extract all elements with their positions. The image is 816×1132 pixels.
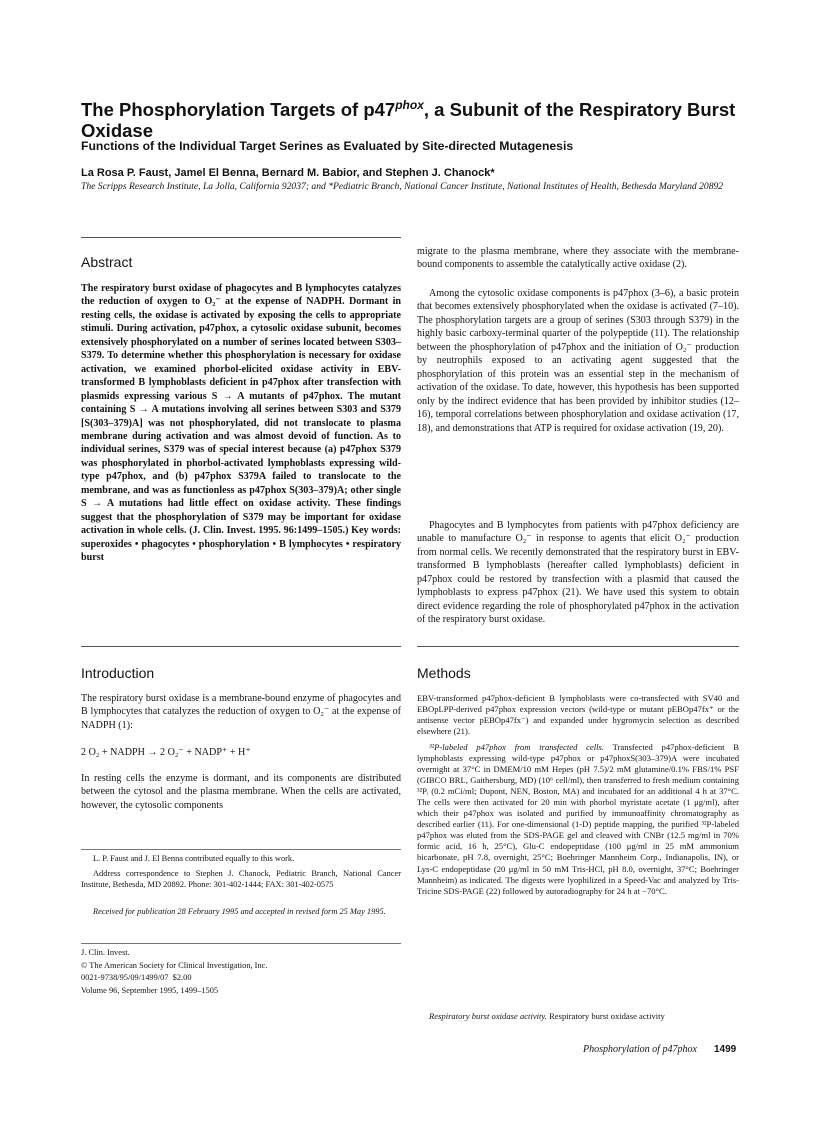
right-paragraph-1: migrate to the plasma membrane, where they associate with the membrane-bound components to assemble the catalytically active oxidase (2).: [417, 246, 739, 271]
methods-subheading-labeling: ³²P-labeled p47phox from transfected cells.: [429, 742, 605, 752]
footnote-rule: [81, 849, 401, 850]
copyright-line: © The American Society for Clinical Investigation, Inc.: [81, 961, 268, 970]
methods-subheading-oxidase: Respiratory burst oxidase activity.: [429, 1011, 547, 1021]
methods-heading: Methods: [417, 665, 471, 681]
journal-info-rule: [81, 943, 401, 944]
article-title: The Phosphorylation Targets of $p47^{phox}$, a Subunit of the Respiratory Burst Oxidase: [81, 98, 736, 142]
methods-rule: [417, 646, 739, 647]
article-code: 0021-9738/95/09/1499/07 $2.00: [81, 973, 192, 982]
page-number: 1499: [714, 1044, 737, 1055]
introduction-rule: [81, 646, 401, 647]
methods-paragraph-3: Respiratory burst oxidase activity. Respiratory burst oxidase activity: [429, 1011, 665, 1021]
introduction-paragraph-1: The respiratory burst oxidase is a membrane-bound enzyme of phagocytes and B lymphocytes that catalyzes the reduction of oxygen to O₂⁻ at the expense of NADPH (1):: [81, 693, 401, 731]
abstract-rule: [81, 237, 401, 238]
right-paragraph-3: Phagocytes and B lymphocytes from patients with p47phox deficiency are unable to manufacture O₂⁻ in response to agents that elicit O₂⁻ production from normal cells. We recently demonstrated that the respiratory burst in EBV-transformed B lymphoblasts (hereafter called lymphoblasts) deficient in p47phox could be restored by transfection with a plasmid that caused the lymphoblasts to express p47phox (21). We have used this system to obtain direct evidence regarding the role of phosphorylated p47phox in the activation of the respiratory burst oxidase.: [417, 520, 739, 626]
reaction-equation: 2 O₂ + NADPH → 2 O₂⁻ + NADP⁺ + H⁺: [81, 747, 251, 758]
article-subtitle: Functions of the Individual Target Serines as Evaluated by Site-directed Mutagenesis: [81, 139, 574, 153]
footnote-equal-contribution: L. P. Faust and J. El Benna contributed equally to this work.: [93, 854, 295, 863]
introduction-paragraph-2: In resting cells the enzyme is dormant, and its components are distributed between the cytosol and the plasma membrane. When the cells are activated, however, the cytosolic components: [81, 773, 401, 811]
introduction-heading: Introduction: [81, 665, 155, 681]
methods-paragraph-1: EBV-transformed p47phox-deficient B lymphoblasts were co-transfected with SV40 and EBOpLPP-derived p47phox expression vectors (wild-type or mutant pEBOp47fx⁺ or the antisense vector pEBOp47fx⁻) and expanded under hygromycin selection as described elsewhere (21).: [417, 693, 739, 737]
footnote-received: Received for publication 28 February 1995 and accepted in revised form 25 May 1995.: [93, 907, 386, 916]
volume-line: Volume 96, September 1995, 1499–1505: [81, 986, 219, 995]
running-title: Phosphorylation of p47phox: [583, 1044, 697, 1055]
author-list: La Rosa P. Faust, Jamel El Benna, Bernard M. Babior, and Stephen J. Chanock*: [81, 167, 495, 179]
journal-name: J. Clin. Invest.: [81, 948, 130, 957]
right-paragraph-2: Among the cytosolic oxidase components is p47phox (3–6), a basic protein that becomes extensively phosphorylated when the oxidase is activated (7–10). The phosphorylation targets are a group of serines (S303 through S379) in the highly basic carboxy-terminal quarter of the polypeptide (11). The relationship between the phosphorylation of p47phox and the initiation of O₂⁻ production by neutrophils exposed to an activating agent suggested that the phosphorylation of this protein was an essential step in the mechanism of activation of the oxidase. To date, however, this hypothesis has been supported only by the indirect evidence that has been provided by inhibitor studies (12–16), temporal correlations between phosphorylation and oxidase activation (17, 18), and demonstrations that ATP is required for oxidase activation (19, 20).: [417, 288, 739, 434]
footnote-correspondence: Address correspondence to Stephen J. Chanock, Pediatric Branch, National Cancer Institute, Bethesda, MD 20892. Phone: 301-402-1444; FAX: 301-402-0575: [81, 869, 401, 889]
abstract-body: The respiratory burst oxidase of phagocytes and B lymphocytes catalyzes the reduction of oxygen to O₂⁻ at the expense of NADPH. Dormant in resting cells, the oxidase is activated by exposing the cells to appropriate stimuli. During activation, p47phox, a cytosolic oxidase subunit, becomes extensively phosphorylated on a number of serines located between S303–S379. To determine whether this phosphorylation is necessary for oxidase activation, we examined phorbol-elicited oxidase activity in EBV-transformed B lymphoblasts deficient in p47phox after transfection with plasmids expressing various S → A mutants of p47phox. The mutant containing S → A mutations involving all serines between S303 and S379 [S(303–379)A] was not phosphorylated, did not translocate to plasma membrane during activation and was almost devoid of function. As to individual serines, S379 was of special interest because (a) p47phox S379 was phosphorylated in phorbol-activated lymphoblasts expressing wild-type p47phox, and (b) p47phox S379A failed to translocate to the membrane, and was as functionless as p47phox S(303–379)A; other single S → A mutations had little effect on oxidase activity. These findings suggest that the phosphorylation of S379 may be important for oxidase activation in whole cells. (J. Clin. Invest. 1995. 96:1499–1505.) Key words: superoxides • phagocytes • phosphorylation • B lymphocytes • respiratory burst: [81, 283, 401, 564]
methods-paragraph-2: ³²P-labeled p47phox from transfected cells. Transfected p47phox-deficient B lymphoblasts expressing wild-type p47phox or p47phoxS(303–379)A were incubated overnight at 37°C in DMEM/10 mM Hepes (pH 7.5)/2 mM glutamine/0.1% FBS/1% PSF (GIBCO BRL, Gaithersburg, MD) (10⁶ cell/ml), then transferred to fresh medium containing ³²Pᵢ (0.2 mCi/ml; Dupont, NEN, Boston, MA) and incubated for an additional 4 h at 37°C. The cells were then activated for 20 min with phorbol myristate acetate (1 μg/ml), after which their p47phox was isolated and purified by immunoaffinity chromatography as described earlier (11). For one-dimensional (1-D) peptide mapping, the purified ³²P-labeled p47phox was eluted from the SDS-PAGE gel and cleaved with CNBr (12.5 mg/ml in 70% formic acid, 16 h, 25°C), Glu-C endopeptidase (100 μg/ml in 25 mM ammonium bicarbonate, pH 7.8, overnight, 25°C; Boehringer Mannheim Corp., Indianapolis, IN), or Lys-C endopeptidase (20 μg/ml in 50 mM Tris-HCl, pH 8.0, overnight, 37°C; Boehringer Mannheim) as indicated. The digests were lyophilized in a Speed-Vac and analyzed by Tris-Tricine SDS-PAGE (22) followed by autoradiography for 24 h at −70°C.: [417, 742, 739, 896]
author-affiliation: The Scripps Research Institute, La Jolla, California 92037; and *Pediatric Branch, National Cancer Institute, National Institutes of Health, Bethesda Maryland 20892: [81, 181, 724, 192]
abstract-heading: Abstract: [81, 254, 133, 270]
